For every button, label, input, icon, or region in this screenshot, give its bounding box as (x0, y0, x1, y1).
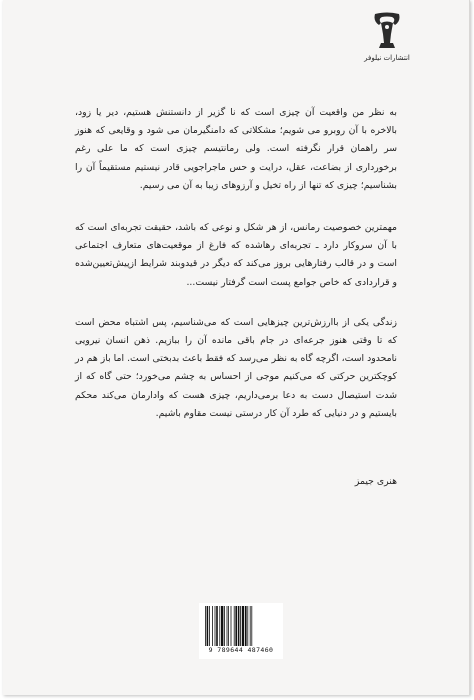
author-signature: هنری جیمز (354, 476, 397, 487)
isbn-barcode (199, 603, 283, 659)
barcode-bars (203, 606, 279, 646)
publisher-emblem-icon (370, 12, 404, 52)
publisher-name: انتشارات نیلوفر (364, 54, 410, 62)
isbn-number: 9 789644 487460 (208, 646, 274, 654)
back-cover-text (75, 104, 397, 447)
publisher-logo (357, 12, 417, 74)
paragraph-2: مهمترین خصوصیت رمانس، از هر شکل و نوعی که باشد، حقیقت تجربه‌ای است که با آن سروکار دارد ـ تجربه‌ای رهاشده که فارغ از موقعیت‌های متعارف اجتماعی است و در قالب رفتارهایی بروز می‌کند که دیگر در قیدوبند شرایط ازپیش‌تعیین‌شده و قراردادی که خاص جوامع پست است گرفتار نیست... (75, 222, 397, 288)
book-back-cover (3, 0, 470, 695)
paragraph-3: زندگی یکی از باارزش‌ترین چیزهایی است که می‌شناسیم، پس اشتباه محض است که تا وقتی هنوز جرعه‌ای در جام باقی مانده آن را ببازیم. ذهن انسان نیرویی نامحدود است، اگرچه گاه به نظر می‌رسد که فقط باعث بدبختی است. اما باز هم در کوچکترین حرکتی که می‌کنیم موجی از احساس به چشم می‌خورد؛ حتی گاه که از شدت استیصال دست به دعا برمی‌داریم، چیزی هست که وادارمان می‌کند محکم بایستیم و در دنیایی که طرد آن کار درستی نیست مقاوم باشیم. (75, 316, 397, 419)
paragraph-1: به نظر من واقعیت آن چیزی است که نا گزیر از دانستنش هستیم، دیر یا زود، بالاخره با آن روبرو می شویم؛ مشکلاتی که دامنگیرمان می شود و وقایعی که هنوز سر راهمان قرار نگرفته است. ولی رمانتیسم چیزی است که ما علی رغم برخورداری از بضاعت، عقل، درایت و حس ماجراجویی قادر نیستیم مستقیماً آن را بشناسیم؛ چیزی که تنها از راه تخیل و آرزوهای زیبا به آن می رسیم. (75, 107, 397, 191)
